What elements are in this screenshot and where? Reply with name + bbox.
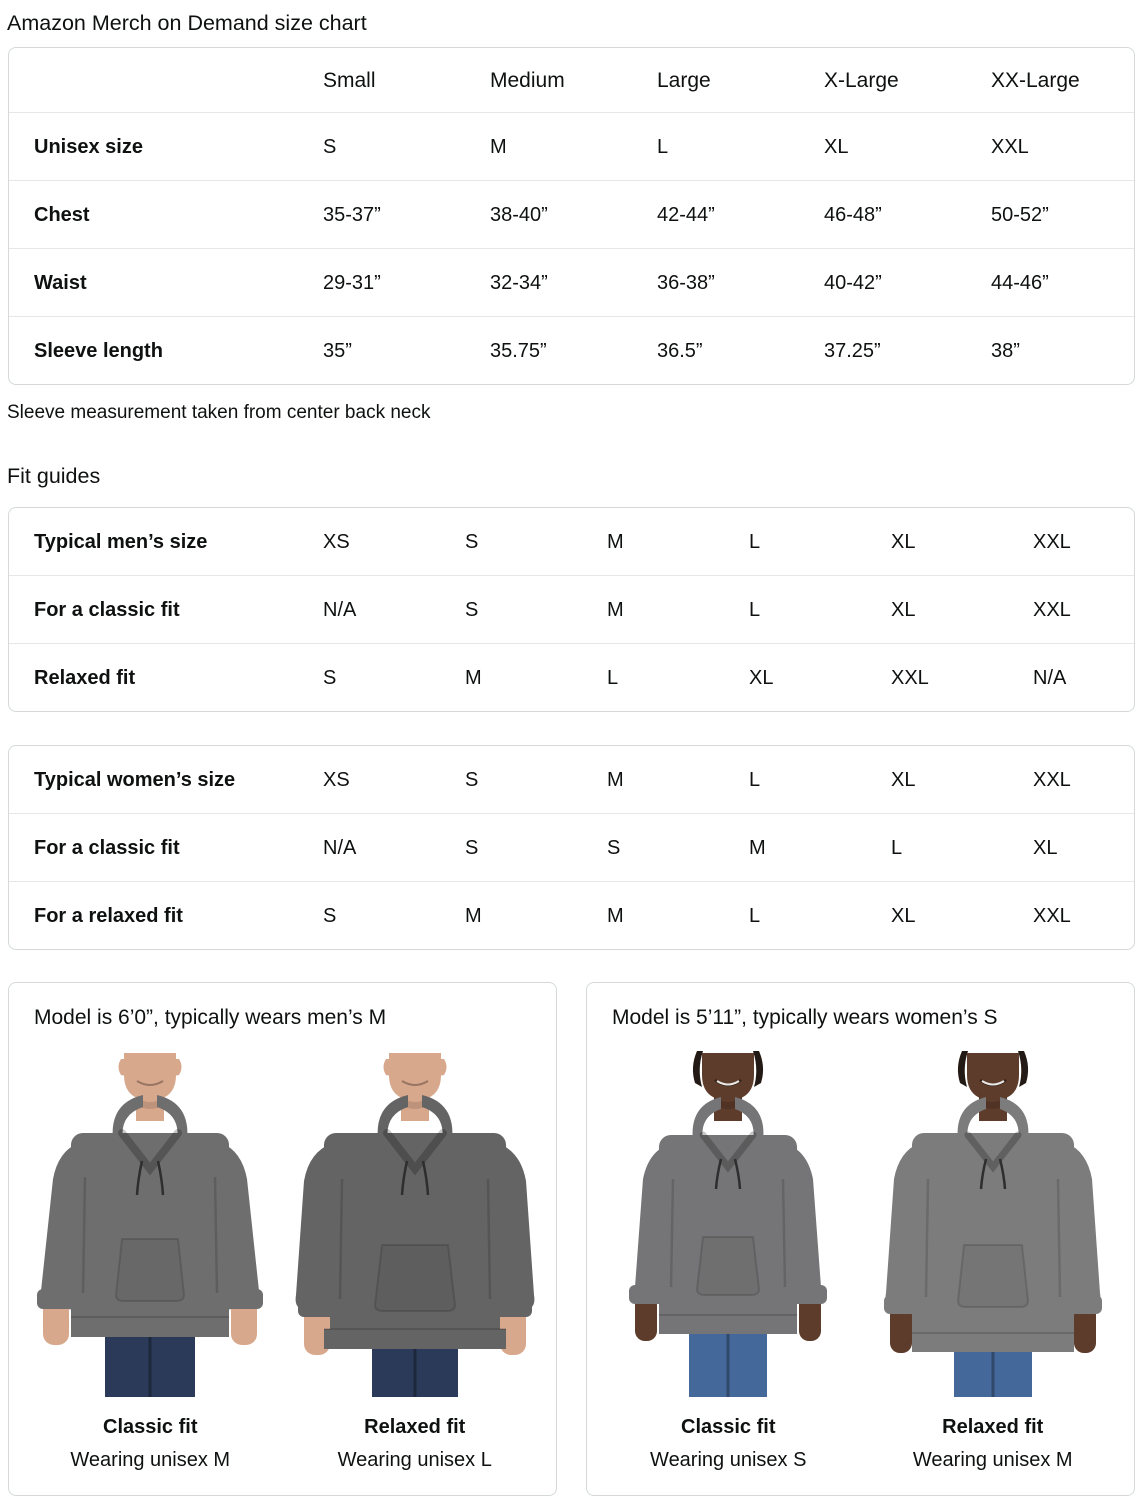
model-figure-women-classic (599, 1046, 858, 1472)
row-label: Relaxed fit (34, 666, 136, 689)
fit-cell: XXL (1033, 768, 1071, 791)
model-card-men-figures (9, 1046, 556, 1472)
sleeve-measurement-note: Sleeve measurement taken from center back neck (7, 402, 431, 423)
model-figure-men-relaxed (286, 1046, 545, 1472)
row-label: Chest (34, 203, 90, 226)
fit-cell: S (323, 666, 337, 689)
size-cell: 50-52” (991, 203, 1049, 226)
size-cell: 35” (323, 339, 352, 362)
fit-cell: XXL (1033, 904, 1071, 927)
fit-cell: XS (323, 530, 350, 553)
wearing-label: Wearing unisex M (912, 1449, 1073, 1471)
model-photo-woman-relaxed-fit (868, 1046, 1118, 1398)
fit-cell: M (749, 836, 766, 859)
fit-cell: XL (749, 666, 774, 689)
figure-caption (864, 1416, 1123, 1472)
fit-cell: S (465, 598, 479, 621)
fit-cell: S (465, 530, 479, 553)
page-title: Amazon Merch on Demand size chart (7, 11, 367, 35)
column-header-large: Large (657, 68, 711, 92)
fit-cell: S (607, 836, 621, 859)
size-cell: M (490, 135, 507, 158)
column-header-medium: Medium (490, 68, 565, 92)
model-photo-man-relaxed-fit (290, 1046, 540, 1398)
size-cell: L (657, 135, 669, 158)
size-cell: 36-38” (657, 271, 715, 294)
fit-cell: L (749, 530, 761, 553)
row-label: Unisex size (34, 135, 143, 158)
size-cell: 35-37” (323, 203, 381, 226)
size-cell: 29-31” (323, 271, 381, 294)
model-figure-women-relaxed (864, 1046, 1123, 1472)
size-cell: 37.25” (824, 339, 881, 362)
fit-cell: L (891, 836, 903, 859)
fit-cell: N/A (323, 598, 357, 621)
fit-cell: N/A (323, 836, 357, 859)
size-cell: 46-48” (824, 203, 882, 226)
wearing-label: Wearing unisex L (337, 1449, 492, 1471)
fit-cell: XXL (891, 666, 929, 689)
size-chart-header-row (9, 48, 1134, 112)
figure-caption (599, 1416, 858, 1472)
fit-cell: XL (891, 904, 916, 927)
fit-cell: S (465, 768, 479, 791)
fit-cell: S (465, 836, 479, 859)
size-cell: S (323, 135, 337, 158)
table-row-men-relaxed-fit (9, 643, 1134, 711)
wearing-label: Wearing unisex M (70, 1449, 231, 1471)
column-header-small: Small (323, 68, 376, 92)
size-cell: 35.75” (490, 339, 547, 362)
table-row-unisex-size (9, 112, 1134, 180)
fit-cell: L (749, 904, 761, 927)
fit-label: Classic fit (103, 1416, 198, 1438)
table-row-men-classic-fit (9, 575, 1134, 643)
size-cell: 40-42” (824, 271, 882, 294)
fit-cell: XS (323, 768, 350, 791)
figure-caption (286, 1416, 545, 1472)
size-cell: 38-40” (490, 203, 548, 226)
row-label: Typical men’s size (34, 530, 208, 553)
fit-cell: L (607, 666, 619, 689)
fit-cell: XL (891, 768, 916, 791)
fit-cell: M (607, 904, 624, 927)
model-card-men-title: Model is 6’0”, typically wears men’s M (34, 1006, 387, 1029)
table-row-sleeve-length (9, 316, 1134, 384)
fit-cell: XL (891, 530, 916, 553)
row-label: For a relaxed fit (34, 904, 183, 927)
size-cell: 36.5” (657, 339, 703, 362)
size-cell: 32-34” (490, 271, 548, 294)
fit-cell: N/A (1033, 666, 1067, 689)
model-card-women (586, 982, 1135, 1496)
fit-guides-heading: Fit guides (7, 464, 101, 488)
model-photo-woman-classic-fit (603, 1046, 853, 1398)
fit-cell: L (749, 768, 761, 791)
size-cell: XL (824, 135, 849, 158)
fit-cell: XL (891, 598, 916, 621)
model-figure-men-classic (21, 1046, 280, 1472)
row-label: Waist (34, 271, 87, 294)
model-cards (8, 982, 1135, 1496)
table-row-women-classic-fit (9, 813, 1134, 881)
fit-cell: M (465, 666, 482, 689)
size-cell: XXL (991, 135, 1029, 158)
size-chart-table (8, 47, 1135, 385)
size-cell: 38” (991, 339, 1020, 362)
table-row-waist (9, 248, 1134, 316)
row-label: Typical women’s size (34, 768, 236, 791)
model-card-women-title: Model is 5’11”, typically wears women’s S (612, 1006, 998, 1029)
size-cell: 44-46” (991, 271, 1049, 294)
fit-label: Relaxed fit (364, 1416, 466, 1438)
fit-label: Classic fit (681, 1416, 776, 1438)
fit-cell: M (607, 530, 624, 553)
fit-guide-women-table (8, 745, 1135, 950)
table-row-women-relaxed-fit (9, 881, 1134, 949)
fit-label: Relaxed fit (942, 1416, 1044, 1438)
row-label: Sleeve length (34, 339, 163, 362)
model-card-women-figures (587, 1046, 1134, 1472)
fit-cell: M (607, 768, 624, 791)
figure-caption (21, 1416, 280, 1472)
table-row-chest (9, 180, 1134, 248)
fit-cell: XXL (1033, 530, 1071, 553)
wearing-label: Wearing unisex S (650, 1449, 807, 1471)
model-photo-man-classic-fit (25, 1046, 275, 1398)
fit-guide-men-table (8, 507, 1135, 712)
row-label: For a classic fit (34, 836, 180, 859)
size-cell: 42-44” (657, 203, 715, 226)
fit-cell: S (323, 904, 337, 927)
fit-cell: XL (1033, 836, 1058, 859)
table-row-typical-mens-size (9, 508, 1134, 575)
model-card-men (8, 982, 557, 1496)
table-row-typical-womens-size (9, 746, 1134, 813)
fit-cell: M (465, 904, 482, 927)
column-header-xlarge: X-Large (824, 68, 899, 92)
column-header-xxlarge: XX-Large (991, 68, 1080, 92)
row-label: For a classic fit (34, 598, 180, 621)
fit-cell: XXL (1033, 598, 1071, 621)
fit-cell: L (749, 598, 761, 621)
fit-cell: M (607, 598, 624, 621)
